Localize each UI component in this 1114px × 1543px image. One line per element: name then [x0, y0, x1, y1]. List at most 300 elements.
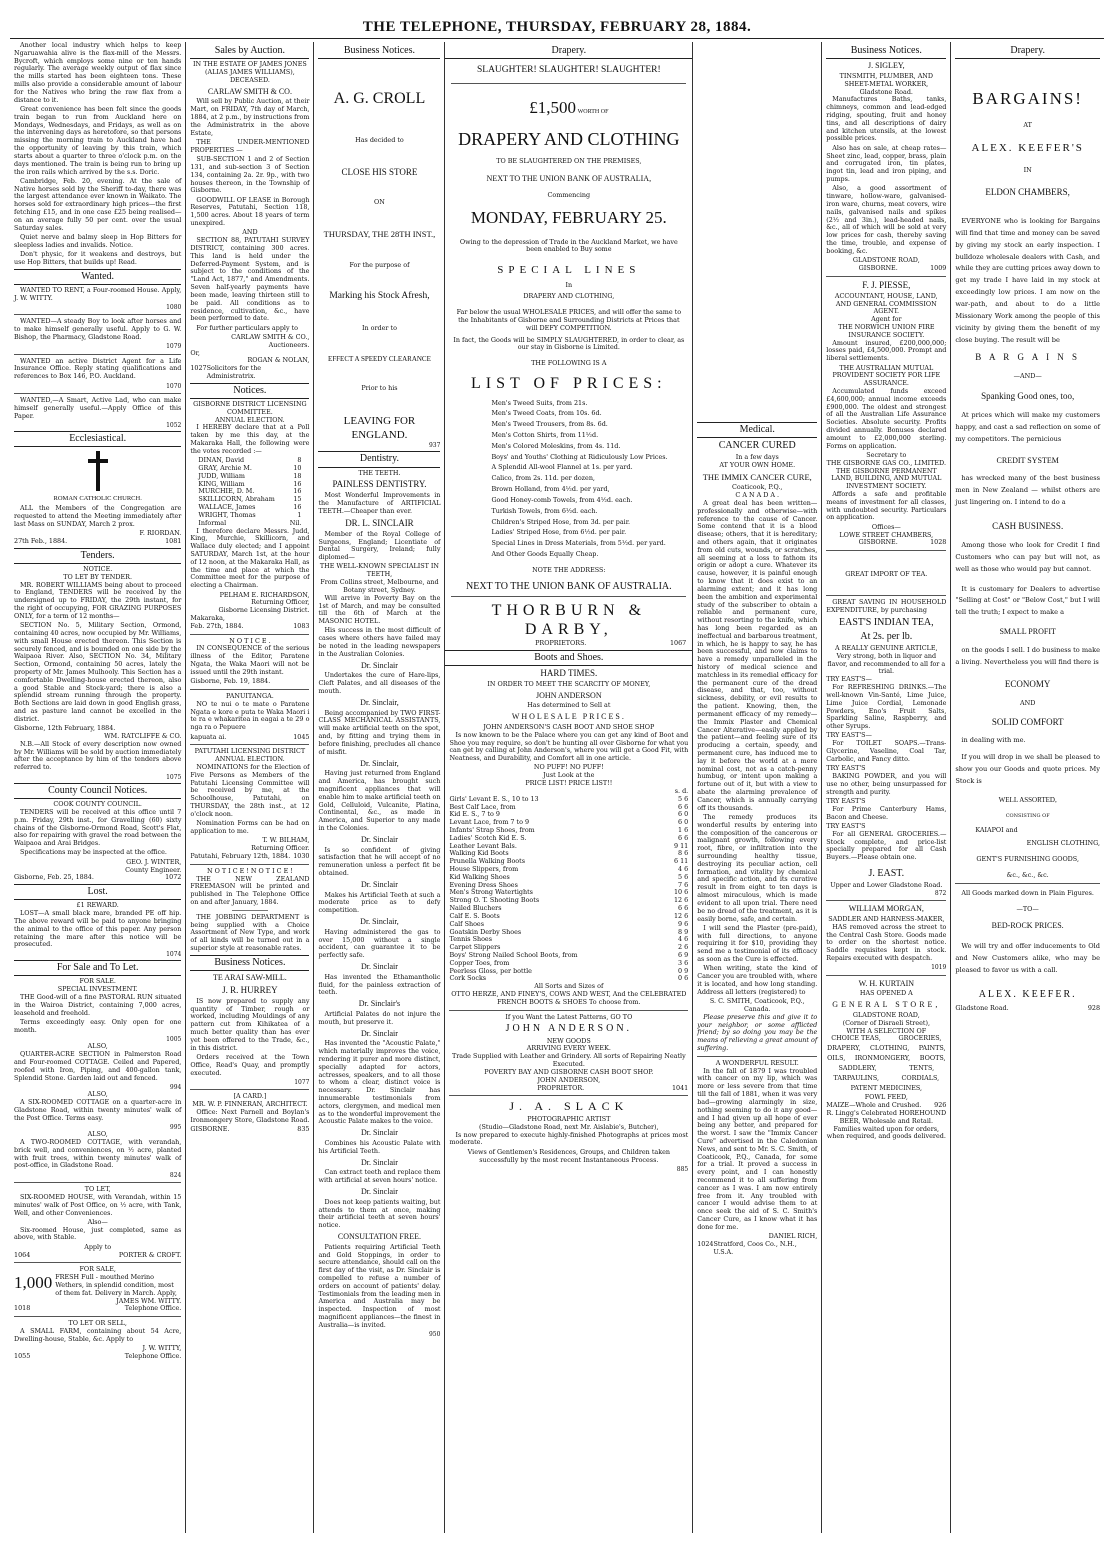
- croll-line: Marking his Stock Afresh,: [329, 291, 430, 302]
- worth-of: WORTH OF: [577, 108, 609, 115]
- boot-price: 6 11: [673, 857, 689, 866]
- price-item: A Splendid All-wool Flannel at 1s. per yard.: [491, 463, 633, 472]
- cancer-addr: S. C. SMITH, Coaticook, P.Q., Canada.: [709, 997, 805, 1013]
- ad-number: 1052: [166, 421, 182, 429]
- to-be: TO BE SLAUGHTERED ON THE PREMISES,: [496, 157, 642, 166]
- boot-price: 5 6: [678, 872, 689, 881]
- ad-number: 937: [428, 442, 441, 450]
- piesse-item: THE AUSTRALIAN MUTUAL PROVIDENT SOCIETY FOR LIFE ASSURANCE.: [832, 363, 941, 388]
- cash-business: CASH BUSINESS.: [992, 521, 1064, 532]
- next-union: NEXT TO THE UNION BANK OF AUSTRALIA.: [465, 580, 672, 592]
- dent-sinclair: Dr. Sinclair: [361, 1186, 398, 1196]
- kurtain-opened: HAS OPENED A: [859, 989, 913, 998]
- try-easts-body: For REFRESHING DRINKS.—The well-known Vin-Santé, Lime Juice, Lime Juice Cordial, Lemonade Powders, Eno's Fruit Salts, Sparkling Saline, Raspberry, and other Syrups.: [826, 683, 947, 731]
- ad-number: 1067: [669, 638, 687, 647]
- note-address: NOTE THE ADDRESS:: [532, 565, 606, 574]
- keefer-body: on the goods I sell. I do business to make a living. Nevertheless you will find there is: [955, 645, 1101, 666]
- amount: £1,500: [529, 97, 576, 117]
- piesse-agent: Agent for: [871, 315, 902, 324]
- piesse-item: Accumulated funds exceed £4,600,000; annual income exceeds £900,000. The oldest and strongest of all the Australian Life Assurance Societies. Absolute security. Profits divided annually. Bonuses declared amount to £2,000,000 sterling. Forms on application.: [826, 386, 947, 450]
- plain: All Goods marked down in Plain Figures.: [961, 888, 1094, 897]
- wonderful: A WONDERFUL RESULT.: [715, 1058, 799, 1067]
- tender-sign: WM. RATCLIFFE & CO.: [104, 732, 182, 741]
- boot-item: Strong O. T. Shooting Boots: [449, 896, 540, 905]
- dent-para: Does not keep patients waiting, but attends to them at once, making their artificial teeth at seven hours' notice.: [318, 1197, 441, 1230]
- price-item: Ladies' Striped Hose, from 6½d. per pair.: [491, 528, 627, 537]
- boots-name: JOHN ANDERSON: [536, 690, 602, 700]
- ad-number: 1027: [190, 364, 207, 373]
- column-4: [445, 42, 693, 1533]
- tea-strong: Very strong, both in liquor and flavor, and recommended to all for a trial.: [827, 651, 946, 676]
- sigley-name: J. SIGLEY,: [868, 61, 905, 71]
- boot-price: 10 6: [673, 888, 689, 897]
- price-item: Turkish Towels, from 6½d. each.: [491, 506, 598, 515]
- try-easts-body: For Prime Canterbury Hams, Bacon and Cheese.: [826, 804, 947, 821]
- dent-para: Being accompanied by TWO FIRST-CLASS MECHANICAL ASSISTANTS, will make artificial teeth on the spot, and, by fitting and trying them in before finishing, precludes all chance of misfit.: [318, 708, 441, 756]
- english: ENGLISH CLOTHING,: [1026, 839, 1101, 848]
- column-1: [10, 42, 186, 1533]
- section-dentistry: Dentistry.: [318, 451, 440, 467]
- new-goods: NEW GOODS: [546, 1036, 591, 1045]
- sawmill-title: TE ARAI SAW-MILL.: [213, 973, 287, 982]
- jobbing-body: THE JOBBING DEPARTMENT is being supplied with a Choice Assortment of New Type, and work of all kinds will be turned out in a superior style at reasonable rates.: [190, 912, 310, 952]
- croll-line: CLOSE HIS STORE: [341, 166, 418, 177]
- morgan-body: HAS removed across the street to the Central Cash Store. Goods made to order on the shortest notice. Saddle requisites kept in stock. Repairs executed with despatch.: [826, 922, 947, 963]
- dent-para: Undertakes the cure of Hare-lips, Cleft Palates, and all diseases of the mouth.: [318, 671, 441, 696]
- ad-number: 994: [169, 1083, 182, 1091]
- cancer-title: CANCER CURED: [718, 440, 796, 452]
- boot-item: Prunella Walking Boots: [449, 857, 525, 866]
- goods-item: TENTS,: [909, 1063, 935, 1072]
- boot-item: Carpet Slippers: [449, 943, 501, 952]
- cancer-sub: In a few days: [735, 453, 779, 462]
- boot-price: 6 9: [678, 950, 689, 959]
- vote-row: SKILLICORN, Abraham 15: [198, 495, 302, 504]
- boot-item: Kid E. S., 7 to 9: [449, 810, 500, 819]
- kurtain-name: W. H. KURTAIN: [858, 978, 915, 988]
- tea-name: EAST'S INDIAN TEA,: [838, 616, 934, 628]
- boot-item: Calf Shoes: [449, 919, 484, 928]
- croll-line: EFFECT A SPEEDY CLEARANCE: [328, 354, 431, 363]
- dent-para: Combines his Acoustic Palate with his Artificial Teeth.: [318, 1138, 441, 1155]
- sale-title: FOR SALE.: [79, 977, 116, 986]
- divider: [826, 550, 946, 551]
- divider: [826, 975, 946, 976]
- tender-body: MR. ROBERT WILLIAMS being about to proceed to England, TENDERS will be received by the undersigned up to FRIDAY, the 29th instant, for the right of occupying, FOR GRAZING PURPOSES ONLY, for a term of 12 months—: [14, 580, 182, 620]
- piesse-place: GISBORNE.: [858, 538, 898, 547]
- section-drapery: Drapery.: [955, 44, 1100, 59]
- piesse-building: THE GISBORNE PERMANENT LAND, BUILDING, AND MUTUAL INVESTMENT SOCIETY.: [831, 466, 942, 491]
- ad-number: 1074: [166, 950, 182, 958]
- divider: [955, 883, 1100, 884]
- ad-number: 885: [676, 1165, 689, 1173]
- ad-number: 872: [934, 889, 947, 897]
- east-addr: Upper and Lower Gladstone Road.: [830, 881, 943, 890]
- boot-item: Ladies' Scotch Kid E. S.: [449, 833, 527, 842]
- dent-sinclair: Dr. Sinclair,: [360, 697, 399, 707]
- goods-item: FOWL FEED,: [864, 1093, 908, 1102]
- tolet-sign: PORTER & CROFT.: [118, 1250, 182, 1259]
- commencing: Commencing: [547, 191, 591, 200]
- article-para: Quiet nerve and balmy sleep in Hop Bitters for sleepless ladies and invalids. Notice.: [14, 233, 182, 249]
- boots-body: Is now known to be the Palace where you can get any kind of Boot and Shoe you may require, so don't be hunting all over Gisborne for what you can get by calling at John Anderson's, where you will get a Good Fit, with Neatness, and Durability, and Comfort all in one article.: [449, 730, 689, 763]
- try-easts: TRY EAST'S: [826, 796, 866, 805]
- boot-price: 12 6: [673, 911, 689, 920]
- small-profit: SMALL PROFIT: [999, 627, 1056, 637]
- boot-item: Kid Walking Shoes: [449, 872, 510, 881]
- drapery-clothing: DRAPERY AND CLOTHING: [458, 128, 680, 149]
- licensing-role2: Gisborne Licensing District.: [218, 606, 310, 615]
- panuitanga-end: kapuata ai.: [190, 732, 227, 741]
- card-place: GISBORNE.: [190, 1124, 230, 1133]
- tea-saving: GREAT SAVING IN HOUSEHOLD EXPENDITURE, by purchasing: [826, 598, 947, 614]
- boot-item: Evening Dress Shoes: [449, 880, 518, 889]
- column-5: [693, 42, 822, 1533]
- section-wanted: Wanted.: [14, 269, 181, 285]
- special-lines: SPECIAL LINES: [497, 264, 641, 277]
- dent-para: Having administered the gas to over 15,000 without a single accident, can guarantee it to be perfectly safe.: [318, 927, 441, 960]
- ad-number: 1055: [14, 1352, 31, 1361]
- divider: [697, 1056, 817, 1057]
- dent-end: Patients requiring Artificial Teeth and Gold Stoppings, in order to secure attendance, should call on the first day of the visit, as Dr. Sinclair is compelled to refuse a number of orders on account of patients' delay. Testimonials from the leading men in America and Australia may be inspected. Inspection of most magnificent appliances—the finest in Australia—is invited.: [318, 1242, 441, 1329]
- tender-sub: TO LET BY TENDER.: [63, 572, 133, 581]
- county-role: County Engineer.: [125, 865, 182, 874]
- auction-props: THE UNDER-MENTIONED PROPERTIES —: [190, 137, 310, 154]
- dent-para: Can extract teeth and replace them with artificial at seven hours' notice.: [318, 1168, 441, 1185]
- farm-body: A SMALL FARM, containing about 54 Acre, Dwelling-house, Stable, &c. Apply to: [14, 1327, 182, 1343]
- anderson-role: PROPRIETOR.: [537, 1083, 585, 1092]
- patutahi-sign: T. W. BILHAM,: [262, 836, 310, 845]
- well-assorted: WELL ASSORTED,: [998, 795, 1057, 804]
- boot-price-list: [449, 796, 688, 984]
- goods-item: CLOTHING,: [870, 1044, 910, 1053]
- column-7: [951, 42, 1104, 1533]
- county-sign: GEO. J. WINTER,: [126, 857, 182, 866]
- ad-number: 1070: [166, 382, 182, 390]
- tolet-body: SIX-ROOMED HOUSE, with Verandah, within 15 minutes' walk of Post Office, on ½ acre, with Tank, Well, and other Conveniences.: [14, 1192, 182, 1217]
- ad-number: 1045: [293, 732, 310, 741]
- forsale-count: 1,000: [14, 1273, 53, 1293]
- panuitanga-title: PANUITANGA.: [226, 691, 274, 700]
- goods-item: SADDLERY,: [838, 1063, 877, 1072]
- ad-number: 1077: [294, 1078, 310, 1086]
- boot-item: Boys' Strong Nailed School Boots, from: [449, 950, 578, 959]
- column-6: [822, 42, 951, 1533]
- keefer-body: It is customary for Dealers to advertise "Selling at Cost" or "Below Cost," but I will tell the truth; I expect to make a: [955, 584, 1101, 617]
- column-3: [314, 42, 445, 1533]
- church-title: ROMAN CATHOLIC CHURCH.: [53, 495, 142, 503]
- in-fact: In fact, the Goods will be SIMPLY SLAUGHTERED, in order to clear, as our stay in Gisborne is Limited.: [453, 335, 685, 352]
- poverty: POVERTY BAY AND GISBORNE CASH BOOT SHOP.: [484, 1067, 654, 1076]
- list-of-prices: LIST OF PRICES:: [471, 375, 667, 393]
- keefer-body: EVERYONE who is looking for Bargains will find that time and money can be saved by giving my stock an early inspection. I bulldoze wholesale dealers with Cash, and while they are cutting prices away down to get my trade I have laid in my stock at exceedingly low prices. I am now on the war-path, and about to do a little Missionary Work among the people of this vicinity by giving them the benefit of my close buying. The result will be: [955, 216, 1101, 344]
- wonderful-body: In the fall of 1879 I was troubled with cancer on my lip, which was more or less severe from that time till the fall of 1881, when it was very bad—growing alarmingly in size, nothing seeming to do it any good—and I had given up all hope of ever being any better, and prepared for the worst. I saw the "Immix Cancer Cure" advertised in the Caledonian News, and sent to Mr. S. C. Smith, of Coaticook, P.Q., Canada, for some for a trial. It proved a success in every point, and I can honestly recommend it to all suffering from cancer as I was. I am now entirely free from it. Any troubled with cancer I would advise them to at once seek the aid of S. C. Smith's Cancer Cure, as I know what it has done for me.: [697, 1066, 818, 1231]
- price-item: Brown Holland, from 4½d. per yard,: [491, 485, 610, 494]
- croll-name: A. G. CROLL: [333, 90, 426, 108]
- goods-item: CHOICE TEAS,: [831, 1034, 881, 1043]
- farm-office: Telephone Office.: [124, 1352, 182, 1361]
- dent-spec: THE WELL-KNOWN SPECIALIST IN TEETH,: [319, 562, 440, 579]
- divider: [451, 83, 686, 84]
- boot-price: 0 6: [678, 974, 689, 983]
- sawmill-name: J. R. HURREY: [222, 984, 278, 995]
- wonderful-place: Stratford, Coos Co., N.H., U.S.A.: [713, 1240, 797, 1256]
- tolet-title: TO LET,: [84, 1185, 111, 1194]
- lost-reward: £1 REWARD.: [76, 901, 119, 910]
- hard-times: HARD TIMES.: [540, 667, 598, 678]
- vote-row: DINAN, David 8: [198, 456, 302, 465]
- dent-cred: Member of the Royal College of Surgeons, England; Licentiate of Dental Surgery, Ireland; fully diplomed—: [318, 529, 441, 562]
- ad-number: 1028: [930, 538, 947, 547]
- dent-para: Has invented the "Acoustic Palate," which materially improves the voice, rendering it purer and more distinct, specially adapted for actors, actresses, speakers, and to all those to whom a clear, distinct voice is necessary. Dr. Sinclair has innumerable testimonials from actors, clergymen, and medical men as to the wonderful improvement the Acoustic Palate makes to the voice.: [318, 1039, 441, 1126]
- drap-cloth: DRAPERY AND CLOTHING,: [523, 292, 615, 301]
- farm-title: TO LET OR SELL,: [68, 1319, 127, 1328]
- also-label: ALSO,: [87, 1090, 108, 1099]
- divider: [190, 864, 309, 865]
- wanted-ad: WANTED,—A Smart, Active Lad, who can make himself generally useful.—Apply Office of this Paper.: [14, 395, 182, 420]
- boots-intro: IN ORDER TO MEET THE SCARCITY OF MONEY,: [487, 679, 651, 688]
- masthead: THE TELEPHONE, THURSDAY, FEBRUARY 28, 1884.: [362, 19, 752, 35]
- keefer-body: If you will drop in we shall be pleased to show you our Goods and quote prices. My Stock is: [955, 753, 1101, 786]
- forsale-body: FRESH Full - mouthed Merino Wethers, in splendid condition, most of them fat. Delivery in March. Apply,: [55, 1273, 177, 1297]
- sigley-addr: Gladstone Road.: [859, 87, 913, 96]
- patutahi-role: Returning Officer.: [251, 844, 310, 853]
- slack-views: Views of Gentlemen's Residences, Groups, and Children taken successfully by the most recent Instantaneous Process.: [467, 1147, 670, 1164]
- keefer-sign: ALEX. KEEFER.: [978, 988, 1077, 1000]
- dent-sinclair: Dr. Sinclair,: [360, 758, 399, 768]
- dent-sinclair: Dr. Sinclair: [361, 1028, 398, 1038]
- ad-number: 928: [1087, 1004, 1101, 1012]
- goods-item: DRAPERY,: [827, 1044, 861, 1053]
- auction-item: SUB-SECTION 1 and 2 of Section 131, and sub-section 3 of Section 134, containing 2a. 2r. 9p., with two houses thereon, in the Township of Gisborne.: [190, 155, 310, 195]
- dent-sinclair: Dr. Sinclair's: [358, 999, 401, 1009]
- sale-item: A TWO-ROOMED COTTAGE, with verandah, brick well, and conveniences, on ½ acre, planted with fruit trees, within twenty minutes' walk of post-office, in Gladstone Road.: [14, 1138, 182, 1170]
- tender-notice: NOTICE.: [83, 564, 113, 573]
- divider: [190, 1089, 309, 1090]
- section-county: County Council Notices.: [14, 783, 181, 799]
- shop: JOHN ANDERSON'S CASH BOOT AND SHOE SHOP: [483, 722, 655, 731]
- boot-price: 9 6: [678, 919, 689, 928]
- price-item: Calico, from 2s. 11d. per dozen,: [491, 474, 595, 483]
- article-para: Great convenience has been felt since the goods train began to run from Auckland here on Mondays, Wednesdays, and Fridays, as well as on the intervening days as heretofore, so that persons missing the morning train to Auckland have had the opportunity of leaving by this train, which starts about a quarter to three o'clock p.m. on the days mentioned. The train is being run to bring up the iron rails which arrived by the s.s. Doric.: [14, 105, 182, 176]
- east-name: J. EAST.: [868, 867, 905, 879]
- price-cols: s. d.: [674, 786, 689, 795]
- anderson-big: JOHN ANDERSON.: [505, 1023, 633, 1035]
- try-easts: TRY EAST'S—: [826, 731, 872, 740]
- boot-item: Best Calf Lace, from: [449, 802, 516, 811]
- boot-price: 9 11: [673, 841, 689, 850]
- dent-para: Is so confident of giving satisfaction that he will accept of no remuneration unless a perfect fit be obtained.: [318, 845, 441, 877]
- piesse-offices: Offices—: [871, 522, 901, 531]
- kurtain-beer: R. Lingg's Celebrated HOREHOUND BEER, Wholesale and Retail.: [826, 1108, 947, 1125]
- boot-price: 6 0: [678, 818, 689, 827]
- price-item: Boys' and Youths' Clothing at Ridiculously Low Prices.: [491, 452, 668, 461]
- auction-firm: CARLAW SMITH & CO.: [207, 86, 292, 96]
- wonderful-sign: DANIEL RICH,: [768, 1232, 818, 1241]
- croll-line: ON: [374, 198, 385, 207]
- dent-para: His success in the most difficult of cases where others have failed may be noted in the leading newspapers in the Australian Colonies.: [318, 626, 441, 658]
- ad-number: 1005: [166, 1035, 182, 1043]
- notice-body: IN CONSEQUENCE of the serious illness of the Editor, Paratene Ngata, the Waka Maori will not be issued until the 29th instant.: [190, 644, 310, 676]
- try-easts-body: For all GENERAL GROCERIES.—Stock complete, and price-list specially prepared for all Cash Buyers.—Please obtain one.: [826, 829, 947, 862]
- patutahi-body2: Nomination Forms can be had on application to me.: [190, 819, 310, 835]
- divider: [451, 596, 686, 597]
- auction-sign2: ROGAN & NOLAN,: [247, 356, 310, 365]
- patutahi-title: PATUTAHI LICENSING DISTRICT ANNUAL ELECTION.: [194, 747, 306, 764]
- goods-item: IRONMONGERY,: [854, 1054, 911, 1063]
- tolet-apply: Apply to: [84, 1242, 112, 1251]
- economy: ECONOMY: [1004, 678, 1051, 689]
- croll-line: Prior to his: [361, 384, 398, 393]
- ad-number: 995: [169, 1123, 182, 1131]
- sale-item: THE Good-will of a fine PASTORAL RUN situated in the Wairoa District, containing 7,000 acres, leasehold and freehold.: [14, 992, 182, 1017]
- cancer-sub: AT YOUR OWN HOME.: [719, 461, 796, 470]
- kurtain-maize: MAIZE—Whole and Crushed.: [826, 1101, 922, 1110]
- divider: [190, 689, 309, 690]
- divider: [449, 1010, 688, 1011]
- sale-sub: SPECIAL INVESTMENT.: [57, 985, 138, 994]
- ad-number: 1072: [165, 873, 182, 882]
- boot-price: 7 6: [678, 880, 689, 889]
- auction-or: Or,: [190, 348, 200, 357]
- dent-sinclair: Dr. Sinclair: [361, 834, 398, 844]
- section-boots: Boots and Shoes.: [445, 650, 692, 666]
- piesse-building-body: Affords a safe and profitable means of investment for all classes, with undoubted security. Particulars on application.: [826, 490, 947, 522]
- next-to: NEXT TO THE UNION BANK OF AUSTRALIA,: [486, 174, 652, 184]
- price-item: Men's Tweed Trousers, from 8s. 6d.: [491, 420, 608, 429]
- try-easts-body: For TOILET SOAPS.—Trans-Glycerine, Vaseline, Coal Tar, Carbolic, and Fancy ditto.: [826, 739, 947, 763]
- price-list: [491, 400, 686, 559]
- licensing-sign: PELHAM E. RICHARDSON,: [219, 590, 310, 599]
- divider: [232, 910, 268, 911]
- auction-and: AND: [242, 228, 258, 237]
- wanted-ad: WANTED—A steady Boy to look after horses and to make himself generally useful. Apply to G. W. Bishop, the Pharmacy, Gladstone Road.: [14, 317, 182, 341]
- immix: THE IMMIX CANCER CURE,: [702, 472, 812, 482]
- boot-item: Calf E. S. Boots: [449, 911, 500, 920]
- dent-sinclair: Dr. Sinclair: [361, 1157, 398, 1167]
- card-body: Office: Next Parnell and Boylan's Ironmongery Store, Gladstone Road.: [190, 1107, 310, 1124]
- boot-item: Men's Strong Watertights: [449, 888, 533, 897]
- and2: AND: [1020, 698, 1036, 707]
- boot-price: 0 9: [678, 966, 689, 975]
- goods-item: CORDIALS,: [901, 1073, 940, 1082]
- tea-genuine: A REALLY GENUINE ARTICLE,: [835, 644, 938, 653]
- county-date: Gisborne, Feb. 25, 1884.: [14, 873, 94, 882]
- croll-line: For the purpose of: [349, 260, 410, 269]
- auction-role2: Solicitors for the Administratrix.: [206, 364, 262, 380]
- proprietors: PROPRIETORS.: [535, 638, 587, 647]
- forsale-office: Telephone Office.: [124, 1304, 182, 1313]
- no-puff: NO PUFF! NO PUFF!: [533, 763, 604, 772]
- dent-sinclair: Dr. Sinclair: [361, 961, 398, 971]
- dent-painless: PAINLESS DENTISTRY.: [332, 479, 427, 490]
- dent-sinclair: Dr. Sinclair: [361, 1128, 398, 1138]
- forsale-title: FOR SALE,: [79, 1265, 116, 1274]
- ad-number: 1018: [14, 1304, 31, 1313]
- forsale-sign: JAMES WM. WITTY.: [116, 1296, 182, 1305]
- all-sorts: All Sorts and Sizes of: [534, 982, 604, 991]
- dent-from: From Collins street, Melbourne, and Botany street, Sydney.: [320, 578, 439, 594]
- price-item: Men's Colored Moleskins, from 4s. 11d.: [491, 441, 621, 450]
- tolet-also: Also—: [87, 1217, 108, 1226]
- boot-item: Girls' Levant E. S., 10 to 13: [449, 794, 539, 803]
- tea-list: [826, 676, 946, 862]
- etc: &c., &c., &c.: [1006, 871, 1049, 880]
- divider: [14, 314, 181, 315]
- try-easts: TRY EAST'S—: [826, 675, 872, 684]
- panuitanga-body: NO te nui o te mate o Paratene Ngata e kore e puta te Waka Maori i te ra e whakaritea in eagai a te 29 o nga ra o Pepuere: [190, 699, 310, 732]
- price-item: Good Honey-comb Towels, from 4½d. each.: [491, 495, 633, 504]
- boot-item: Peerless Gloss, per bottle: [449, 966, 532, 975]
- auction-role: Auctioneers.: [268, 340, 310, 349]
- trade: Trade Supplied with Leather and Grindery. All sorts of Repairing Neatly Executed.: [451, 1052, 686, 1069]
- vote-row: JUDD, William 18: [198, 471, 302, 480]
- section-notices: Notices.: [190, 383, 309, 399]
- slack-addr: (Studio—Gladstone Road, next Mr. Aislabie's, Butcher),: [479, 1122, 659, 1131]
- boot-price: 4 6: [678, 935, 689, 944]
- croll-line: In order to: [361, 324, 397, 333]
- boot-price: 12 6: [673, 896, 689, 905]
- section-drapery: Drapery.: [445, 44, 692, 59]
- dent-paragraphs: [318, 627, 440, 1230]
- boot-item: Cork Socks: [449, 974, 487, 983]
- ad-number: 824: [169, 1171, 182, 1179]
- price-item: And Other Goods Equally Cheap.: [491, 549, 599, 558]
- auction-further: For further particulars apply to: [196, 323, 299, 332]
- goods-item: TARPAULINS,: [833, 1073, 880, 1082]
- lost-body: LOST—A small black mare, branded PE off hip. The above reward will be paid to anyone bringing the animal to the office of this paper. Any person retaining the mare after this notice will be prosecuted.: [14, 909, 182, 949]
- ad-number: 1075: [166, 773, 182, 781]
- sigley-body: Manufactures Baths, tanks, chimneys, common and lead-edged ridging, spouting, fruit and honey tins, and all descriptions of dairy and kitchen utensils, at the lowest possible prices.: [826, 95, 947, 143]
- boot-item: Copper Toes, from: [449, 958, 510, 967]
- dent-para: Having just returned from England and America, has brought such magnificent appliances that will enable him to make artificial teeth on Gold, Celluloid, Vulcanite, Platina, Continental, &c., as made in America, and Superior to any made in the Colonies.: [318, 769, 441, 832]
- to: —TO—: [1016, 904, 1039, 913]
- credit: CREDIT SYSTEM: [996, 455, 1059, 465]
- ad-number: 1024: [697, 1240, 714, 1249]
- kurtain-corner: (Corner of Disraeli Street),: [842, 1018, 931, 1027]
- divider: [826, 595, 946, 596]
- boot-price: 6 0: [678, 810, 689, 819]
- otto: OTTO HERZE, AND FINEY'S, COWS AND WEST, And the CELEBRATED FRENCH BOOTS & SHOES To choose from.: [451, 990, 687, 1006]
- ad-number: 1064: [14, 1250, 31, 1259]
- slaughter-banner: SLAUGHTER! SLAUGHTER! SLAUGHTER!: [476, 65, 661, 76]
- boot-price: 8 6: [678, 849, 689, 858]
- price-item: Men's Tweed Suits, from 21s.: [491, 398, 588, 407]
- section-for-sale: For Sale and To Let.: [14, 960, 181, 976]
- auction-estate: IN THE ESTATE OF JAMES JONES (ALIAS JAMES WILLIAMS), DECEASED.: [193, 60, 307, 84]
- vote-row: WRIGHT, Thomas 1: [198, 510, 302, 519]
- boot-item: Walking Kid Boots: [449, 849, 509, 858]
- morgan-trade: SADDLER AND HARNESS-MAKER,: [828, 915, 945, 924]
- ad-number: 926: [934, 1101, 947, 1110]
- spanking: Spanking Good ones, too,: [981, 391, 1075, 402]
- morgan-name: WILLIAM MORGAN,: [848, 904, 924, 914]
- tender-nb: N.B.—All Stock of every description now owned by Mr. Williams will be sold by auction immediately after the acceptance by him of the tenders above referred to.: [14, 739, 182, 772]
- auction-item: GOODWILL OF LEASE in Borough Reserves, Patutahi, Section 118, 1,500 acres. About 18 years of term unexpired.: [190, 195, 310, 228]
- ad-number: 1080: [166, 304, 182, 312]
- sawmill-orders: Orders received at the Town Office, Read's Quay, and promptly executed.: [190, 1052, 310, 1077]
- dent-sinclair: Dr. Sinclair: [361, 879, 398, 889]
- county-body: TENDERS will be received at this office until 7 p.m. Friday, 29th inst., for Gravelling (60) sixty chains of the Gisborne-Ormond Road, Scott's Flat, also for repairing with gravel the road between the Waipaoa and Arai Bridges.: [14, 807, 182, 848]
- boot-price: 6 6: [678, 802, 689, 811]
- dent-sinclair: Dr. Sinclair: [361, 660, 398, 670]
- cancer-body: The remedy produces its wonderful results by entering into the composition of the cancerous or malignant growth, following every root, fibre, or infiltration into the surrounding healthy tissue, destroying its peculiar action, cell formation, and vitality by chemical and specific action, and its curative result in from eight to ten days is almost miraculous, which is made evident to all upon trial. There need be no dread of the treatment, as it is easily borne, safe, and certain.: [697, 812, 818, 923]
- sale-item: A SIX-ROOMED COTTAGE on a quarter-acre in Gladstone Road, within twenty minutes' walk of the Post Office. Terms easy.: [14, 1097, 182, 1122]
- wanted-ad: WANTED an active District Agent for a Life Insurance Office. Reply stating qualifications and references to Box 146, P.O. Auckland.: [14, 356, 182, 381]
- ad-number: 950: [428, 1331, 441, 1339]
- boot-price: 6 6: [678, 904, 689, 913]
- anderson-sign: JOHN ANDERSON,: [537, 1075, 601, 1084]
